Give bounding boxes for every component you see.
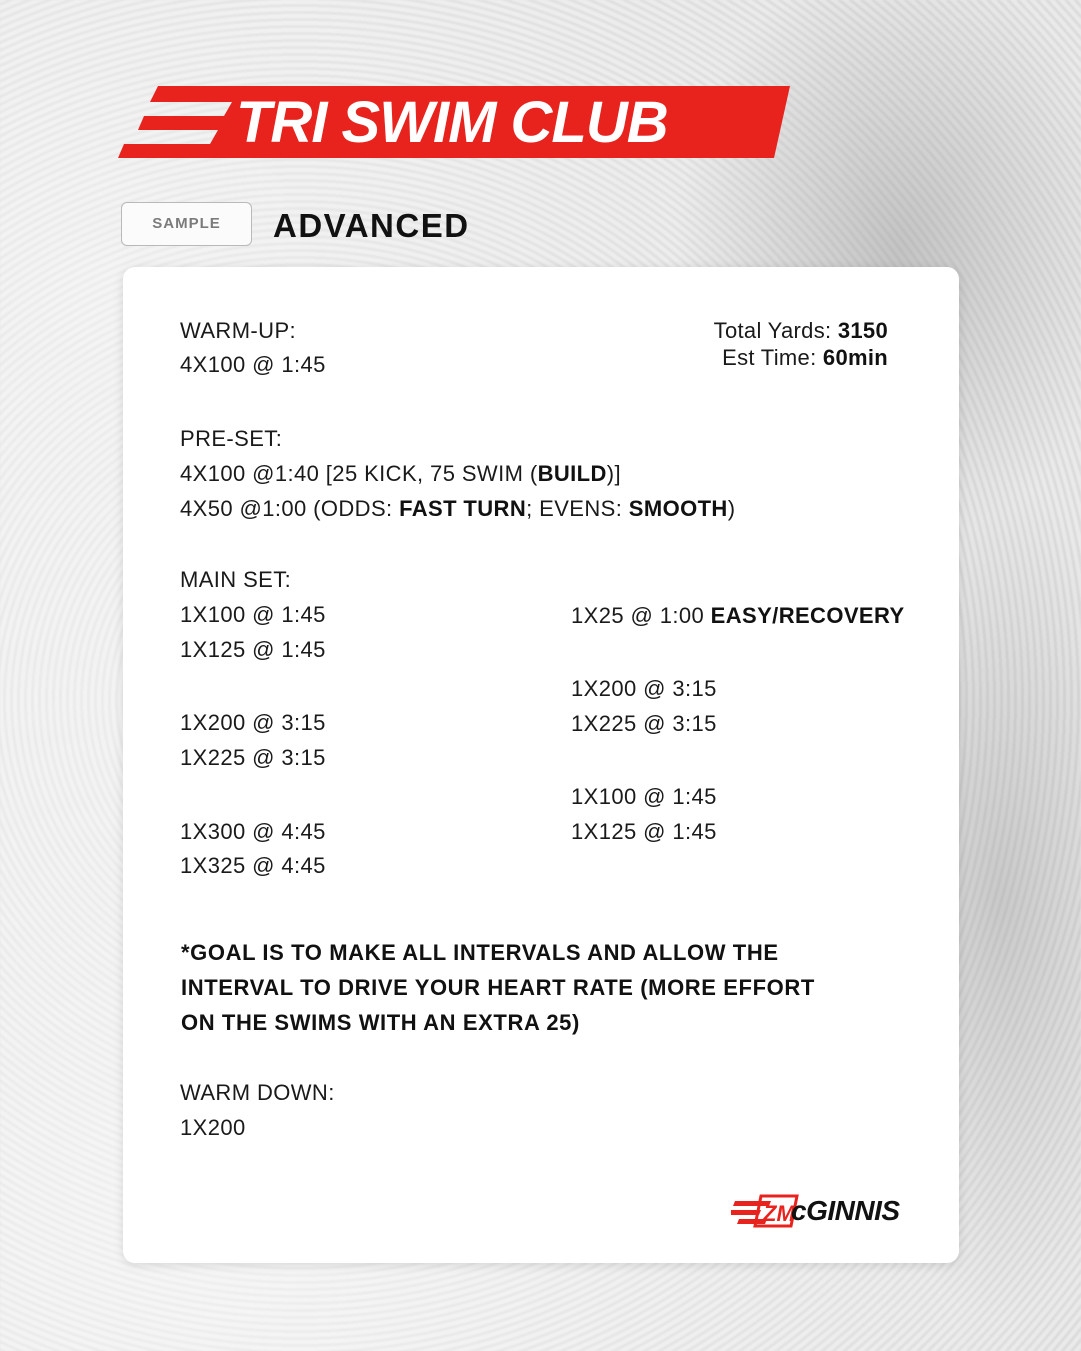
mainset-left-item: 1X125 @ 1:45 [180, 637, 326, 662]
preset-line-2-end: ) [727, 496, 736, 521]
recovery-label: EASY/RECOVERY [710, 603, 905, 628]
total-yards-label: Total Yards: [713, 318, 832, 343]
preset-smooth: SMOOTH [628, 496, 728, 521]
mainset-right-recovery [571, 601, 905, 631]
mainset-left-item: 1X325 @ 4:45 [180, 853, 326, 878]
mainset-right-item: 1X225 @ 3:15 [571, 711, 717, 736]
est-time [722, 344, 888, 372]
total-yards [714, 317, 888, 345]
goal-line-1: *GOAL IS TO MAKE ALL INTERVALS AND ALLOW THE [181, 940, 779, 965]
mainset-left-item: 1X100 @ 1:45 [180, 602, 326, 627]
mainset-left-item: 1X300 @ 4:45 [180, 819, 326, 844]
workout-card [123, 267, 959, 1263]
preset-line-1-text: 4X100 @1:40 [25 KICK, 75 SWIM ( [180, 461, 538, 486]
warmup-line: 4X100 @ 1:45 [180, 352, 326, 377]
preset-line-1-end: )] [606, 461, 622, 486]
preset-line-1 [180, 459, 621, 489]
logo-title: TRI SWIM CLUB [236, 90, 668, 155]
preset-build: BUILD [537, 461, 607, 486]
brand-zm-mark: ZM [763, 1201, 795, 1226]
preset-fast-turn: FAST TURN [399, 496, 527, 521]
goal-line-2: INTERVAL TO DRIVE YOUR HEART RATE (MORE EFFORT [181, 975, 815, 1000]
goal-line-3: ON THE SWIMS WITH AN EXTRA 25) [181, 1010, 580, 1035]
warmdown-line: 1X200 [180, 1115, 246, 1140]
sample-badge: SAMPLE [121, 202, 252, 246]
mainset-label: MAIN SET: [180, 567, 292, 592]
mainset-left-item: 1X225 @ 3:15 [180, 745, 326, 770]
preset-label: PRE-SET: [180, 426, 283, 451]
mainset-left-item: 1X200 @ 3:15 [180, 710, 326, 735]
est-time-label: Est Time: [722, 345, 817, 370]
mainset-right-item: 1X100 @ 1:45 [571, 784, 717, 809]
level-title: ADVANCED [273, 207, 470, 244]
preset-line-2 [180, 494, 735, 524]
goal-note [181, 935, 901, 1040]
mainset-right-item: 1X200 @ 3:15 [571, 676, 717, 701]
warmdown-label: WARM DOWN: [180, 1080, 335, 1105]
preset-line-2-text: 4X50 @1:00 (ODDS: [180, 496, 400, 521]
recovery-interval: 1X25 @ 1:00 [571, 603, 711, 628]
mcginnis-wordmark: cGINNIS [791, 1195, 900, 1226]
est-time-value: 60min [822, 345, 888, 370]
total-yards-value: 3150 [837, 318, 888, 343]
preset-line-2-mid: ; EVENS: [526, 496, 629, 521]
warmup-label: WARM-UP: [180, 318, 297, 343]
mainset-right-item: 1X125 @ 1:45 [571, 819, 717, 844]
